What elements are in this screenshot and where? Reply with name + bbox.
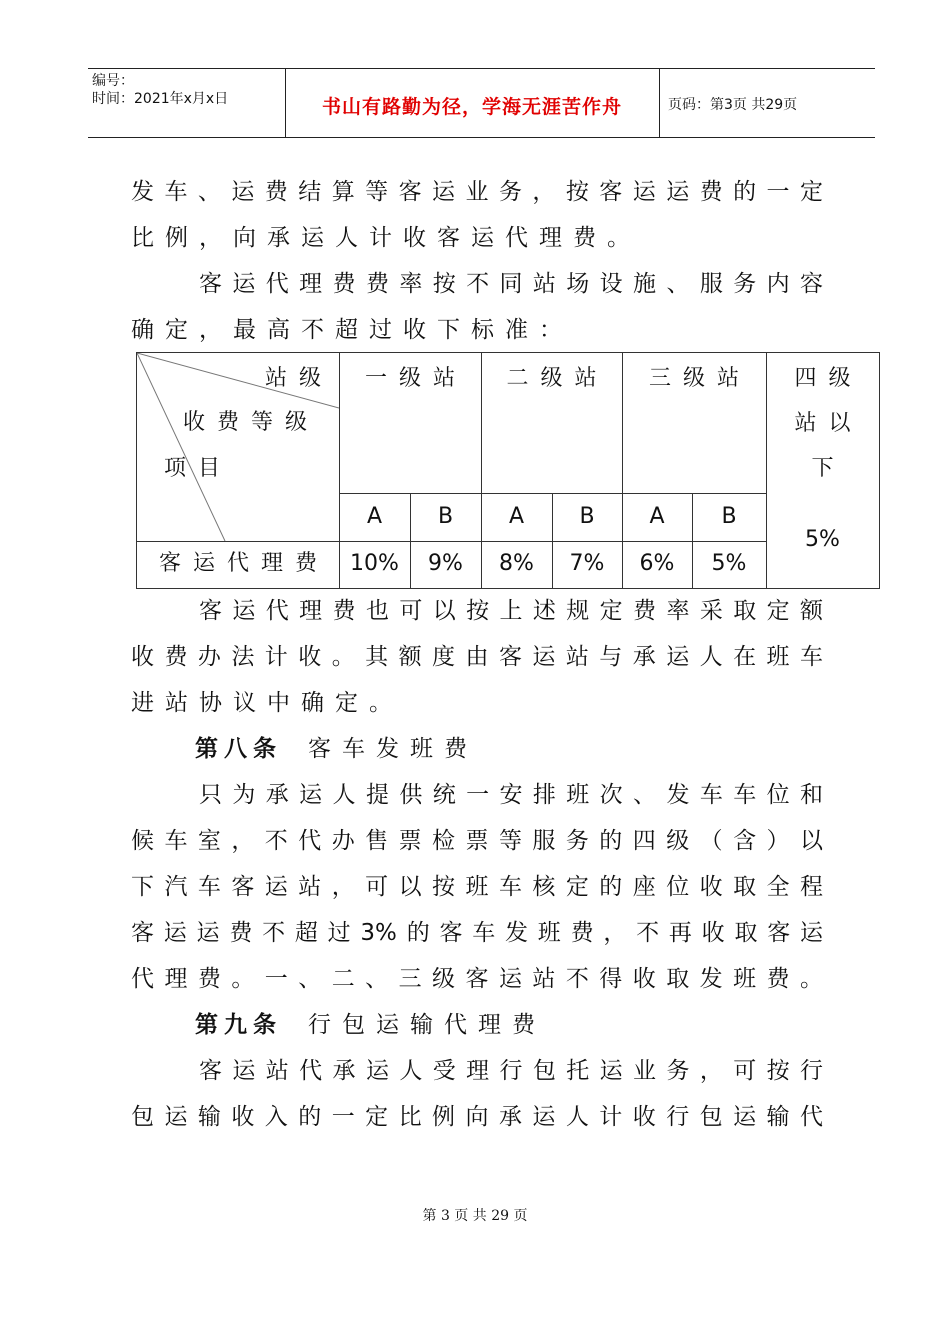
level4-header-line1: 四级 xyxy=(794,366,863,391)
sub-header-b: B xyxy=(721,504,737,529)
article-9-heading xyxy=(195,1010,546,1040)
body-line: 代理费。一、二、三级客运站不得收取发班费。 xyxy=(131,966,823,992)
rate-cell: 5% xyxy=(711,551,747,576)
body-line: 客运代理费费率按不同站场设施、服务内容 xyxy=(199,271,823,297)
diag-item-label: 项目 xyxy=(164,456,233,481)
body-line: 包运输收入的一定比例向承运人计收行包运输代 xyxy=(131,1104,823,1130)
row-label: 客运代理费 xyxy=(158,551,329,576)
article-8-heading xyxy=(195,734,478,764)
body-line: 进站协议中确定。 xyxy=(131,690,403,716)
rate-cell: 8% xyxy=(499,551,534,576)
level1-header: 一级站 xyxy=(364,366,467,391)
sub-header-a: A xyxy=(649,504,665,529)
sub-header-b: B xyxy=(579,504,595,529)
body-line: 比例，向承运人计收客运代理费。 xyxy=(131,225,641,251)
header-page-cell xyxy=(660,69,875,137)
header-motto: 书山有路勤为径，学海无涯苦作舟 xyxy=(321,96,622,118)
level2-header: 二级站 xyxy=(506,366,609,391)
page-header xyxy=(88,68,875,138)
article-8-number: 第八条 xyxy=(195,736,282,762)
level4-header-line3: 下 xyxy=(811,456,846,481)
sub-header-a: A xyxy=(366,504,383,529)
diag-grade-label: 收费等级 xyxy=(183,410,320,435)
body-line: 客运站代承运人受理行包托运业务，可按行 xyxy=(199,1058,823,1084)
rate-cell: 6% xyxy=(639,551,675,576)
rate-cell: 9% xyxy=(428,551,463,576)
rate-table xyxy=(136,352,880,589)
article-9-title: 行包运输代理费 xyxy=(308,1012,546,1038)
diag-station-label: 站级 xyxy=(265,366,334,391)
article-8-title: 客车发班费 xyxy=(308,736,478,762)
body-line: 确定，最高不超过收下标准： xyxy=(131,317,573,343)
header-number: 编号： xyxy=(92,73,134,89)
header-page-number: 页码：第3页 共29页 xyxy=(668,97,798,113)
body-line: 收费办法计收。其额度由客运站与承运人在班车 xyxy=(131,644,823,670)
article-9-number: 第九条 xyxy=(195,1012,282,1038)
body-line: 只为承运人提供统一安排班次、发车车位和 xyxy=(199,782,823,808)
page-footer: 第 3 页 共 29 页 xyxy=(422,1208,528,1224)
level4-rate-cell: 5% xyxy=(805,527,840,552)
header-time: 时间：2021年x月x日 xyxy=(92,91,229,107)
rate-cell: 7% xyxy=(569,551,605,576)
body-line: 发车、运费结算等客运业务，按客运运费的一定 xyxy=(131,179,823,205)
sub-header-a: A xyxy=(508,504,525,529)
body-line: 客运代理费也可以按上述规定费率采取定额 xyxy=(199,598,823,624)
level4-header-line2: 站以 xyxy=(794,411,863,436)
sub-header-b: B xyxy=(437,504,454,529)
header-motto-cell xyxy=(285,69,660,137)
body-line: 客运运费不超过3%的客车发班费，不再收取客运 xyxy=(131,920,823,946)
body-line: 下汽车客运站，可以按班车核定的座位收取全程 xyxy=(131,874,823,900)
level3-header: 三级站 xyxy=(648,366,751,391)
header-meta-cell xyxy=(88,69,286,137)
body-line: 候车室，不代办售票检票等服务的四级（含）以 xyxy=(131,828,823,854)
rate-cell: 10% xyxy=(350,551,399,576)
